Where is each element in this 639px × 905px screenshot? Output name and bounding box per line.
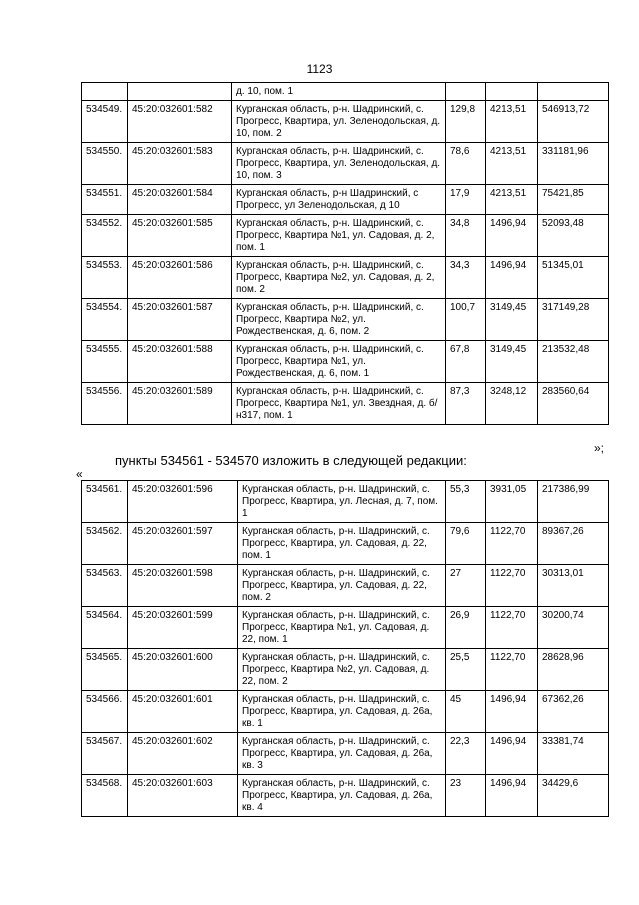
closing-quote: »;	[594, 441, 605, 455]
unit-value-cell: 1496,94	[486, 733, 538, 775]
address-cell: Курганская область, р-н. Шадринский, с. Прогресс, Квартира, ул. Зеленодольская, д. 10, пом. 3	[232, 143, 446, 185]
cadastral-number-cell: 45:20:032601:601	[128, 691, 238, 733]
total-value-cell: 30200,74	[538, 607, 609, 649]
total-value-cell: 89367,26	[538, 523, 609, 565]
address-cell: Курганская область, р-н. Шадринский, с. Прогресс, Квартира №1, ул. Садовая, д. 22, пом. 1	[238, 607, 446, 649]
address-cell: д. 10, пом. 1	[232, 83, 446, 101]
table-row	[82, 257, 609, 299]
area-cell: 79,6	[446, 523, 486, 565]
total-value-cell: 67362,26	[538, 691, 609, 733]
cadastral-number-cell: 45:20:032601:596	[128, 481, 238, 523]
area-cell: 27	[446, 565, 486, 607]
total-value-cell: 34429,6	[538, 775, 609, 817]
total-value-cell: 30313,01	[538, 565, 609, 607]
total-value-cell: 213532,48	[538, 341, 609, 383]
area-cell: 55,3	[446, 481, 486, 523]
row-number-cell: 534568.	[82, 775, 128, 817]
row-number-cell: 534565.	[82, 649, 128, 691]
row-number-cell: 534562.	[82, 523, 128, 565]
table-row	[82, 101, 609, 143]
total-value-cell: 283560,64	[538, 383, 609, 425]
address-cell: Курганская область, р-н. Шадринский, с. Прогресс, Квартира №2, ул. Садовая, д. 2, пом. 2	[232, 257, 446, 299]
address-cell: Курганская область, р-н. Шадринский, с. Прогресс, Квартира №1, ул. Рождественская, д. 6, пом. 1	[232, 341, 446, 383]
area-cell: 67,8	[446, 341, 486, 383]
opening-quote: «	[76, 467, 83, 481]
cadastral-number-cell: 45:20:032601:602	[128, 733, 238, 775]
address-cell: Курганская область, р-н. Шадринский, с. Прогресс, Квартира №2, ул. Садовая, д. 22, пом. 2	[238, 649, 446, 691]
address-cell: Курганская область, р-н. Шадринский, с. Прогресс, Квартира, ул. Садовая, д. 26а, кв. 4	[238, 775, 446, 817]
address-cell: Курганская область, р-н. Шадринский, с. Прогресс, Квартира, ул. Лесная, д. 7, пом. 1	[238, 481, 446, 523]
address-cell: Курганская область, р-н. Шадринский, с. Прогресс, Квартира, ул. Садовая, д. 26а, кв. 1	[238, 691, 446, 733]
table-row	[82, 607, 609, 649]
address-cell: Курганская область, р-н. Шадринский, с. Прогресс, Квартира №1, ул. Садовая, д. 2, пом. 1	[232, 215, 446, 257]
table-row	[82, 83, 609, 101]
table-row	[82, 185, 609, 215]
total-value-cell	[538, 83, 609, 101]
cadastral-number-cell	[128, 83, 232, 101]
cadastral-number-cell: 45:20:032601:584	[128, 185, 232, 215]
row-number-cell	[82, 83, 128, 101]
table-row	[82, 649, 609, 691]
address-cell: Курганская область, р-н. Шадринский, с. Прогресс, Квартира №1, ул. Звездная, д. б/н317, пом. 1	[232, 383, 446, 425]
area-cell: 34,3	[446, 257, 486, 299]
table-row	[82, 383, 609, 425]
table-row	[82, 523, 609, 565]
unit-value-cell: 4213,51	[486, 143, 538, 185]
row-number-cell: 534550.	[82, 143, 128, 185]
unit-value-cell: 4213,51	[486, 101, 538, 143]
unit-value-cell: 1122,70	[486, 565, 538, 607]
cadastral-number-cell: 45:20:032601:603	[128, 775, 238, 817]
total-value-cell: 331181,96	[538, 143, 609, 185]
cadastral-number-cell: 45:20:032601:586	[128, 257, 232, 299]
cadastral-number-cell: 45:20:032601:583	[128, 143, 232, 185]
unit-value-cell: 3248,12	[486, 383, 538, 425]
row-number-cell: 534566.	[82, 691, 128, 733]
unit-value-cell: 3149,45	[486, 299, 538, 341]
row-number-cell: 534551.	[82, 185, 128, 215]
unit-value-cell: 3931,05	[486, 481, 538, 523]
area-cell	[446, 83, 486, 101]
row-number-cell: 534552.	[82, 215, 128, 257]
cadastral-number-cell: 45:20:032601:587	[128, 299, 232, 341]
total-value-cell: 52093,48	[538, 215, 609, 257]
table-row	[82, 733, 609, 775]
row-number-cell: 534549.	[82, 101, 128, 143]
area-cell: 87,3	[446, 383, 486, 425]
table-row	[82, 341, 609, 383]
area-cell: 78,6	[446, 143, 486, 185]
cadastral-number-cell: 45:20:032601:597	[128, 523, 238, 565]
total-value-cell: 317149,28	[538, 299, 609, 341]
total-value-cell: 217386,99	[538, 481, 609, 523]
cadastral-number-cell: 45:20:032601:598	[128, 565, 238, 607]
area-cell: 22,3	[446, 733, 486, 775]
cadastral-number-cell: 45:20:032601:585	[128, 215, 232, 257]
table-row	[82, 143, 609, 185]
unit-value-cell: 1122,70	[486, 607, 538, 649]
row-number-cell: 534555.	[82, 341, 128, 383]
table-row	[82, 775, 609, 817]
area-cell: 23	[446, 775, 486, 817]
table-row	[82, 481, 609, 523]
row-number-cell: 534553.	[82, 257, 128, 299]
table-row	[82, 565, 609, 607]
area-cell: 129,8	[446, 101, 486, 143]
unit-value-cell: 4213,51	[486, 185, 538, 215]
table-row	[82, 691, 609, 733]
address-cell: Курганская область, р-н. Шадринский, с. Прогресс, Квартира, ул. Садовая, д. 22, пом. 2	[238, 565, 446, 607]
row-number-cell: 534554.	[82, 299, 128, 341]
registry-table-top	[81, 82, 609, 425]
total-value-cell: 33381,74	[538, 733, 609, 775]
address-cell: Курганская область, р-н. Шадринский, с. Прогресс, Квартира, ул. Садовая, д. 26а, кв. 3	[238, 733, 446, 775]
area-cell: 17,9	[446, 185, 486, 215]
unit-value-cell: 1496,94	[486, 257, 538, 299]
total-value-cell: 28628,96	[538, 649, 609, 691]
cadastral-number-cell: 45:20:032601:600	[128, 649, 238, 691]
unit-value-cell	[486, 83, 538, 101]
unit-value-cell: 1122,70	[486, 523, 538, 565]
address-cell: Курганская область, р-н. Шадринский, с. Прогресс, Квартира, ул. Садовая, д. 22, пом. 1	[238, 523, 446, 565]
total-value-cell: 51345,01	[538, 257, 609, 299]
row-number-cell: 534561.	[82, 481, 128, 523]
area-cell: 25,5	[446, 649, 486, 691]
address-cell: Курганская область, р-н. Шадринский, с. Прогресс, Квартира, ул. Зеленодольская, д. 10, пом. 2	[232, 101, 446, 143]
cadastral-number-cell: 45:20:032601:589	[128, 383, 232, 425]
unit-value-cell: 1496,94	[486, 775, 538, 817]
area-cell: 34,8	[446, 215, 486, 257]
unit-value-cell: 1496,94	[486, 215, 538, 257]
area-cell: 45	[446, 691, 486, 733]
amendment-instruction: пункты 534561 - 534570 изложить в следующей редакции:	[115, 453, 467, 468]
cadastral-number-cell: 45:20:032601:588	[128, 341, 232, 383]
cadastral-number-cell: 45:20:032601:599	[128, 607, 238, 649]
total-value-cell: 75421,85	[538, 185, 609, 215]
unit-value-cell: 1496,94	[486, 691, 538, 733]
row-number-cell: 534563.	[82, 565, 128, 607]
unit-value-cell: 1122,70	[486, 649, 538, 691]
address-cell: Курганская область, р-н Шадринский, с Прогресс, ул Зеленодольская, д 10	[232, 185, 446, 215]
area-cell: 26,9	[446, 607, 486, 649]
row-number-cell: 534564.	[82, 607, 128, 649]
total-value-cell: 546913,72	[538, 101, 609, 143]
row-number-cell: 534567.	[82, 733, 128, 775]
table-row	[82, 299, 609, 341]
page-number: 1123	[306, 62, 333, 76]
area-cell: 100,7	[446, 299, 486, 341]
table-row	[82, 215, 609, 257]
address-cell: Курганская область, р-н. Шадринский, с. Прогресс, Квартира №2, ул. Рождественская, д. 6, пом. 2	[232, 299, 446, 341]
cadastral-number-cell: 45:20:032601:582	[128, 101, 232, 143]
registry-table-bottom	[81, 480, 609, 817]
row-number-cell: 534556.	[82, 383, 128, 425]
unit-value-cell: 3149,45	[486, 341, 538, 383]
